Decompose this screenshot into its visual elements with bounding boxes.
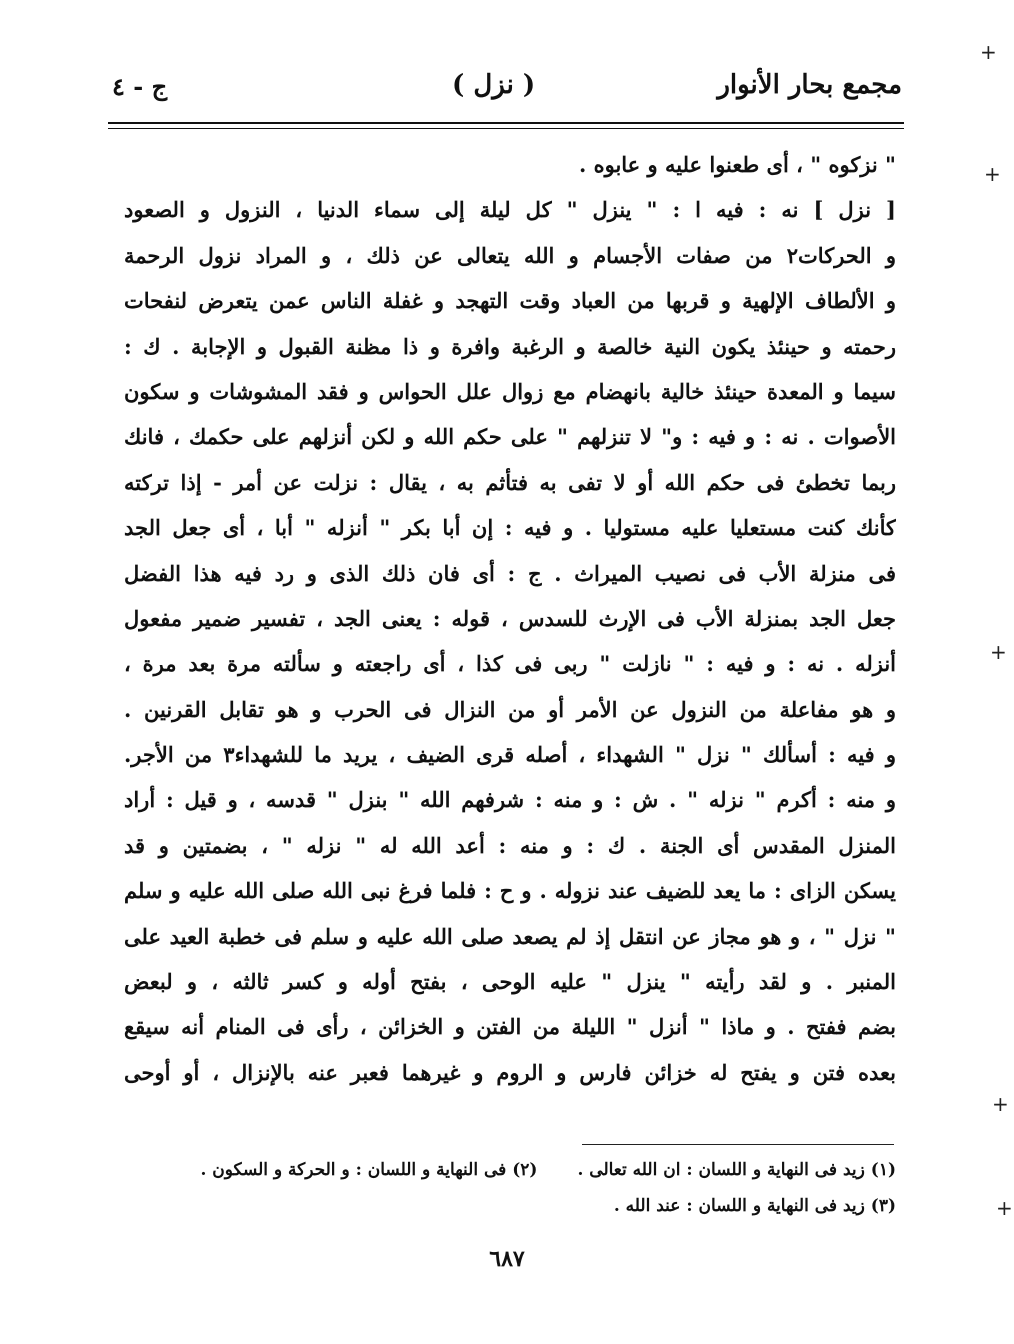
text-line: رحمته و حينئذ يكون النية خالصة و الرغبة وافرة و ذا مظنة القبول و الإجابة . ك : <box>124 333 896 359</box>
text-line: فى منزلة الأب فى نصيب الميراث . ج : أى فان ذلك الذى و رد فيه هذا الفضل <box>124 560 896 586</box>
footnote-1: (١) زيد فى النهاية و اللسان : ان الله تعالى . <box>577 1160 896 1180</box>
footnote-3: (٣) زيد فى النهاية و اللسان : عند الله . <box>613 1196 896 1216</box>
scan-artifact-mark: + <box>980 40 997 64</box>
root-word-heading: ( نزل ) <box>452 70 536 100</box>
text-line: يسكن الزاى : ما يعد للضيف عند نزوله . و ح : فلما فرغ نبى الله صلى الله عليه و سلم <box>124 878 896 904</box>
text-line: بضم ففتح . و ماذا " أنزل " الليلة من الفتن و الخزائن ، رأى فى المنام أنه سيقع <box>124 1014 896 1040</box>
header-rule-thin <box>108 128 904 129</box>
text-line: و منه : أكرم " نزله " . ش : و منه : شرفهم الله " بنزل " قدسه ، و قيل : أراد <box>124 787 896 813</box>
scan-artifact-mark: + <box>992 1092 1009 1116</box>
text-line: أنزله . نه : و فيه : " نازلت " ربى فى كذا ، أى راجعته و سألته مرة بعد مرة ، <box>124 651 896 677</box>
text-line: و الحركات٢ من صفات الأجسام و الله يتعالى عن ذلك ، و المراد نزول الرحمة <box>124 242 896 268</box>
footnote-rule <box>582 1144 894 1145</box>
text-line: و هو مفاعلة من النزول عن الأمر أو من النزال فى الحرب و هو تقابل القرنين . <box>124 696 896 722</box>
footnote-2: (٢) فى النهاية و اللسان : و الحركة و السكون . <box>200 1160 538 1180</box>
text-line: بعده فتن و يفتح له خزائن فارس و الروم و غيرهما فعبر عنه بالإنزال ، أو أوحى <box>124 1059 896 1085</box>
text-line: " نزل " ، و هو مجاز عن انتقل إذ لم يصعد صلى الله عليه و سلم فى خطبة العيد على <box>124 923 896 949</box>
footnote-line <box>124 1188 896 1224</box>
volume-number: ج - ٤ <box>112 72 168 101</box>
book-title: مجمع بحار الأنوار <box>717 70 902 100</box>
page-number: ٦٨٧ <box>489 1246 525 1272</box>
text-line: [ نزل ] نه : فيه ا : " ينزل " كل ليلة إلى سماء الدنيا ، النزول و الصعود <box>124 197 896 223</box>
text-line: و فيه : أسألك " نزل " الشهداء ، أصله قرى الضيف ، يريد ما للشهداء٣ من الأجر. <box>124 742 896 768</box>
scan-artifact-mark: + <box>990 640 1007 664</box>
running-header <box>112 66 902 112</box>
text-line: الأصوات . نه : و فيه : و" لا تنزلهم " على حكم الله و لكن أنزلهم على حكمك ، فانك <box>124 424 896 450</box>
header-rule-thick <box>108 122 904 124</box>
body-text <box>124 142 896 1095</box>
text-line: سيما و المعدة حينئذ خالية بانهضام مع زوال علل الحواس و فقد المشوشات و سكون <box>124 378 896 404</box>
text-line: ربما تخطئ فى حكم الله أو لا تفى به فتأثم به ، يقال : نزلت عن أمر - إذا تركته <box>124 469 896 495</box>
text-line: المنبر . و لقد رأيته " ينزل " عليه الوحى ، بفتح أوله و كسر ثالثه ، و لبعض <box>124 969 896 995</box>
footnote-line <box>124 1152 896 1188</box>
text-line: جعل الجد بمنزلة الأب فى الإرث للسدس ، قوله : يعنى الجد ، تفسير ضمير مفعول <box>124 605 896 631</box>
text-line: المنزل المقدس أى الجنة . ك : و منه : أعد الله له " نزله " ، بضمتين و قد <box>124 832 896 858</box>
text-line: و الألطاف الإلهية و قربها من العباد وقت التهجد و غفلة الناس عمن يتعرض لنفحات <box>124 288 896 314</box>
text-line: كأنك كنت مستعليا عليه مستوليا . و فيه : إن أبا بكر " أنزله " أبا ، أى جعل الجد <box>124 515 896 541</box>
scan-artifact-mark: + <box>984 162 1001 186</box>
text-line: " نزكوه " ، أى طعنوا عليه و عابوه . <box>578 152 896 177</box>
footnotes <box>124 1152 896 1224</box>
scan-artifact-mark: + <box>996 1196 1013 1220</box>
